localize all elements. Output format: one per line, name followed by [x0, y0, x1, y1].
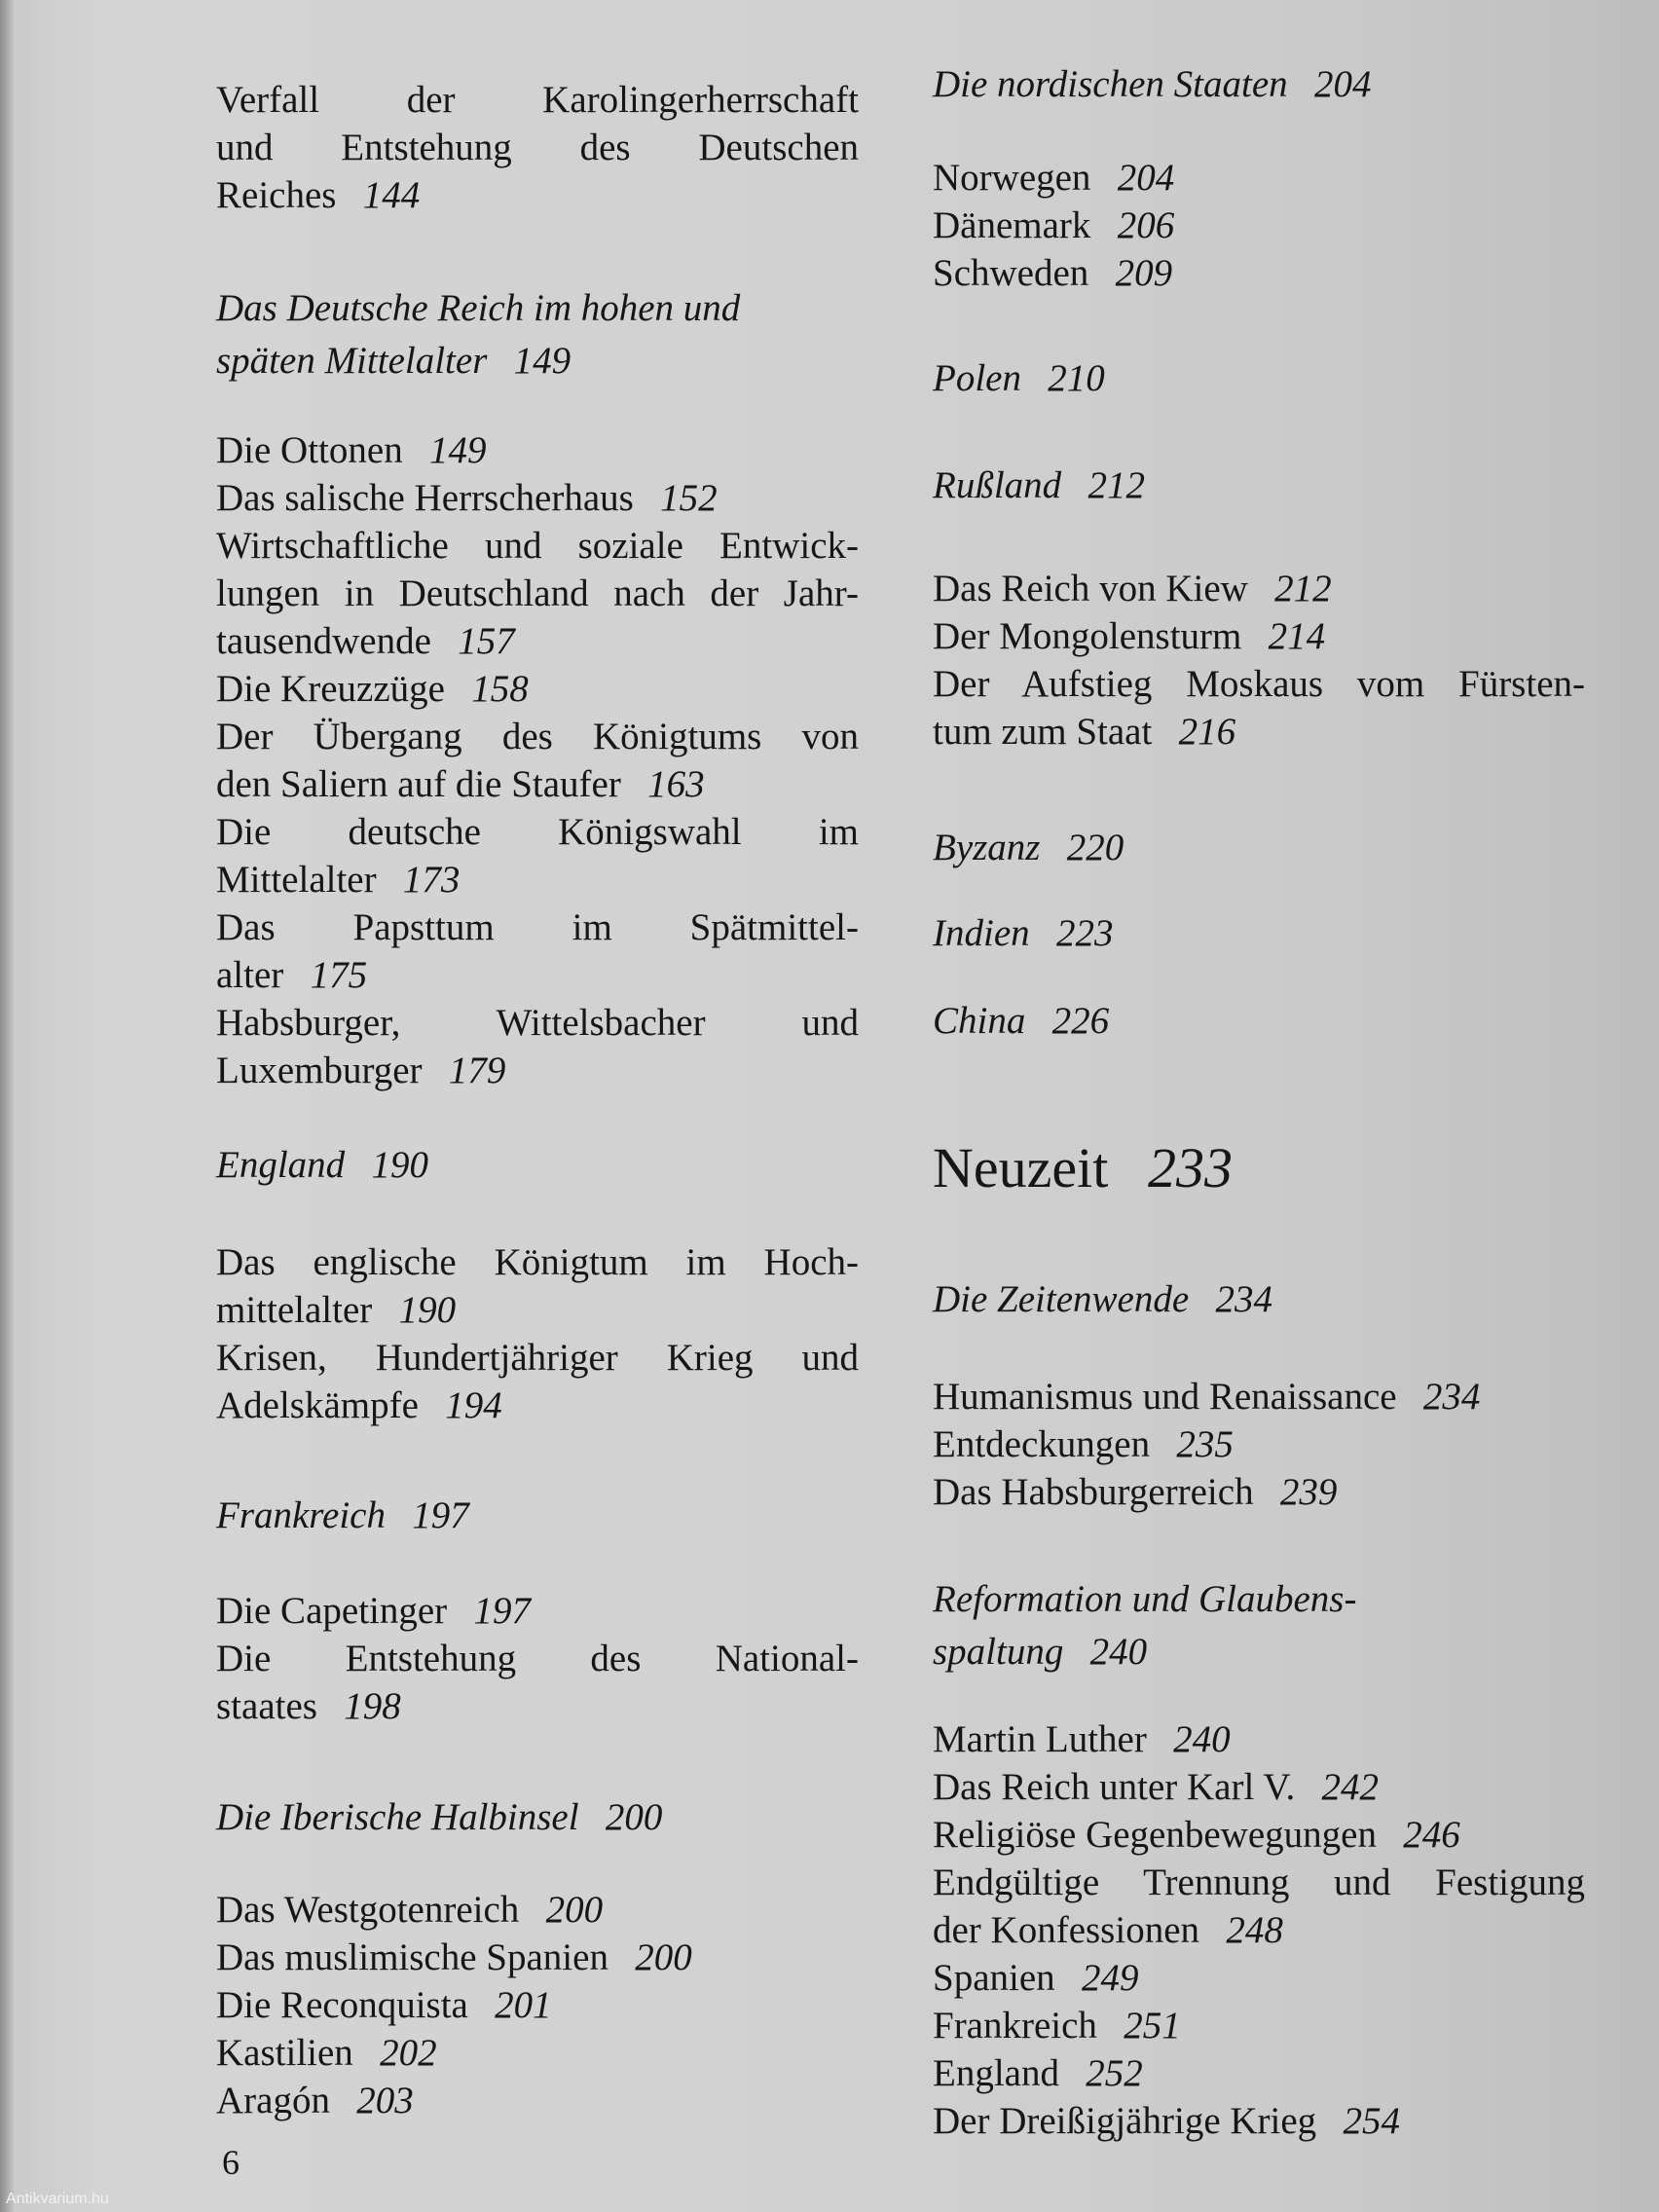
toc-entry-title: Das muslimische Spanien — [216, 1936, 608, 1978]
toc-entry-last-line — [933, 1626, 1585, 1678]
toc-entry-title: Kastilien — [216, 2032, 353, 2074]
toc-entry-line: Wirtschaftliche und soziale Entwick- — [216, 525, 859, 567]
toc-page-number: 212 — [1088, 464, 1145, 506]
toc-entry-title: Frankreich — [933, 2005, 1097, 2046]
toc-entry-last-line — [933, 1763, 1585, 1811]
toc-entry — [933, 1763, 1585, 1811]
toc-page-number: 251 — [1124, 2005, 1181, 2046]
toc-entry-last-line — [216, 335, 859, 387]
toc-page-number: 209 — [1115, 252, 1173, 294]
toc-entry — [216, 1635, 859, 1730]
toc-entry — [216, 76, 859, 219]
toc-entry — [216, 1981, 859, 2029]
toc-page-number: 214 — [1268, 615, 1326, 657]
toc-entry-title: Schweden — [933, 252, 1089, 294]
toc-page-number: 203 — [356, 2080, 414, 2121]
toc-entry-title: Entdeckungen — [933, 1423, 1151, 1465]
toc-entry — [216, 999, 859, 1094]
toc-section-heading — [933, 1273, 1585, 1326]
toc-entry-line: Krisen, Hundertjähriger Krieg und — [216, 1337, 859, 1379]
toc-entry-title: mittelalter — [216, 1289, 373, 1331]
toc-entry — [933, 1954, 1585, 2002]
toc-entry-line: Habsburger, Wittelsbacher und — [216, 1002, 859, 1044]
toc-entry-title: Aragón — [216, 2080, 330, 2121]
toc-entry — [216, 1238, 859, 1334]
toc-entry-title: spaltung — [933, 1631, 1064, 1673]
toc-section-heading — [933, 460, 1585, 512]
toc-entry — [933, 1420, 1585, 1468]
toc-entry-last-line — [216, 1139, 859, 1192]
toc-entry-title: alter — [216, 954, 284, 996]
toc-page-number: 194 — [445, 1384, 502, 1426]
toc-entry-last-line — [933, 352, 1585, 405]
toc-page-number: 220 — [1066, 827, 1124, 868]
toc-part-heading — [933, 1134, 1585, 1202]
toc-page-number: 163 — [647, 763, 705, 805]
toc-entry-title: China — [933, 1000, 1026, 1042]
toc-entry — [216, 426, 859, 474]
toc-entry — [216, 808, 859, 903]
toc-entry-last-line — [933, 565, 1585, 612]
toc-entry-last-line — [933, 1954, 1585, 2002]
toc-page-number: 200 — [605, 1796, 663, 1838]
toc-entry-title: Die nordischen Staaten — [933, 63, 1288, 105]
toc-entry-last-line — [216, 2029, 859, 2077]
toc-entry-title: Religiöse Gegenbewegungen — [933, 1814, 1377, 1856]
toc-entry-last-line — [216, 2077, 859, 2124]
toc-page-number: 233 — [1147, 1136, 1233, 1199]
toc-entry-last-line — [216, 1382, 859, 1429]
toc-entry — [933, 1859, 1585, 1954]
page-number: 6 — [222, 2143, 240, 2182]
toc-page-number: 234 — [1215, 1278, 1272, 1320]
toc-entry — [933, 1468, 1585, 1516]
toc-page-number: 173 — [402, 859, 461, 901]
toc-entry-title: Die Ottonen — [216, 429, 403, 471]
toc-entry-last-line — [216, 1934, 859, 1981]
toc-section-heading — [933, 995, 1585, 1048]
toc-section-heading — [933, 352, 1585, 405]
toc-entry-last-line — [933, 154, 1585, 202]
toc-page-number: 239 — [1279, 1471, 1338, 1513]
toc-section-heading — [216, 1791, 859, 1844]
toc-entry-line: Verfall der Karolingerherrschaft — [216, 79, 859, 121]
toc-page-number: 254 — [1343, 2100, 1400, 2142]
toc-entry-title: Martin Luther — [933, 1718, 1147, 1760]
toc-entry-last-line — [216, 1791, 859, 1844]
toc-entry-title: den Saliern auf die Staufer — [216, 763, 621, 805]
toc-page-number: 240 — [1089, 1631, 1148, 1673]
toc-page-number: 234 — [1422, 1376, 1481, 1418]
toc-page-number: 216 — [1178, 711, 1236, 753]
toc-entry — [216, 522, 859, 665]
toc-entry — [933, 2049, 1585, 2097]
toc-entry-last-line — [216, 951, 859, 999]
toc-page-number: 157 — [458, 620, 515, 662]
toc-entry-last-line — [933, 1273, 1585, 1326]
toc-entry-last-line — [933, 708, 1585, 756]
toc-page-number: 190 — [371, 1144, 428, 1186]
toc-entry — [933, 202, 1585, 249]
toc-page-number: 179 — [448, 1050, 506, 1091]
toc-entry-last-line — [216, 1981, 859, 2029]
toc-entry-title: Indien — [933, 912, 1030, 954]
toc-page-number: 223 — [1055, 912, 1114, 954]
toc-entry-title: Rußland — [933, 464, 1062, 506]
toc-entry — [933, 1811, 1585, 1859]
toc-entry-title: Die Iberische Halbinsel — [216, 1796, 579, 1838]
toc-page-number: 152 — [660, 477, 718, 519]
toc-entry — [216, 1886, 859, 1934]
toc-entry-last-line — [933, 2002, 1585, 2049]
toc-entry — [216, 665, 859, 713]
watermark-text: Antikvarium.hu — [6, 2191, 109, 2207]
toc-entry-last-line — [933, 1420, 1585, 1468]
toc-page-number: 240 — [1173, 1718, 1231, 1760]
toc-entry-last-line — [933, 2097, 1585, 2145]
toc-entry-last-line — [216, 474, 859, 522]
toc-page-number: 197 — [412, 1494, 469, 1536]
toc-entry-title: Reiches — [216, 174, 337, 216]
toc-entry-line: und Entstehung des Deutschen — [216, 127, 859, 168]
toc-entry-title: Die Zeitenwende — [933, 1278, 1190, 1320]
toc-entry-title: England — [216, 1144, 346, 1186]
toc-entry-title: Mittelalter — [216, 859, 377, 901]
toc-section-heading — [216, 282, 859, 387]
toc-page-number: 149 — [513, 340, 571, 382]
toc-page-number: 206 — [1117, 204, 1175, 246]
toc-entry-last-line — [216, 1490, 859, 1542]
toc-section-heading — [933, 1573, 1585, 1678]
toc-entry — [933, 1715, 1585, 1763]
toc-entry-last-line — [933, 612, 1585, 660]
toc-entry — [933, 1373, 1585, 1420]
toc-page-number: 144 — [362, 174, 421, 216]
toc-entry-last-line — [933, 907, 1585, 960]
toc-entry-title: Neuzeit — [933, 1136, 1109, 1199]
toc-entry-title: Dänemark — [933, 204, 1091, 246]
toc-entry-last-line — [933, 1468, 1585, 1516]
toc-section-heading — [933, 822, 1585, 874]
toc-entry — [933, 612, 1585, 660]
toc-entry-line: Die deutsche Königswahl im — [216, 811, 859, 853]
toc-entry-title: Norwegen — [933, 157, 1091, 199]
toc-entry-title: Die Capetinger — [216, 1590, 448, 1632]
toc-page-number: 252 — [1086, 2052, 1143, 2094]
toc-page-number: 201 — [495, 1984, 552, 2026]
toc-page-number: 249 — [1081, 1957, 1139, 1999]
toc-entry-last-line — [933, 1134, 1585, 1202]
toc-entry — [216, 713, 859, 808]
toc-entry-line: Die Entstehung des National- — [216, 1638, 859, 1679]
toc-entry-title: Die Kreuzzüge — [216, 668, 445, 710]
toc-entry-title: Spanien — [933, 1957, 1055, 1999]
toc-entry-line: Das englische Königtum im Hoch- — [216, 1241, 859, 1283]
toc-section-heading — [933, 58, 1585, 111]
toc-entry — [216, 2029, 859, 2077]
toc-page-number: 212 — [1274, 568, 1332, 609]
toc-entry-last-line — [216, 1682, 859, 1730]
toc-entry-title: Der Mongolensturm — [933, 615, 1242, 657]
toc-entry-last-line — [216, 665, 859, 713]
toc-entry — [933, 249, 1585, 297]
toc-page-number: 242 — [1321, 1766, 1380, 1808]
toc-entry-title: späten Mittelalter — [216, 340, 488, 382]
toc-entry-title: Adelskämpfe — [216, 1384, 419, 1426]
toc-right-column — [933, 0, 1585, 2212]
toc-entry-last-line — [933, 1373, 1585, 1420]
toc-entry-last-line — [216, 760, 859, 808]
toc-page-number: 149 — [429, 429, 487, 471]
toc-entry — [216, 903, 859, 999]
toc-entry-title: Das salische Herrscherhaus — [216, 477, 634, 519]
toc-entry-line: lungen in Deutschland nach der Jahr- — [216, 572, 859, 614]
toc-page-number: 248 — [1226, 1909, 1283, 1951]
toc-entry-title: Die Reconquista — [216, 1984, 468, 2026]
toc-entry-last-line — [216, 1286, 859, 1334]
toc-page-number: 204 — [1117, 157, 1175, 199]
toc-page-number: 235 — [1176, 1423, 1234, 1465]
toc-entry-title: Das Reich von Kiew — [933, 568, 1248, 609]
toc-entry-title: Das Reich unter Karl V. — [933, 1766, 1296, 1808]
toc-page-number: 204 — [1313, 63, 1372, 105]
toc-entry-last-line — [216, 171, 859, 219]
toc-entry — [933, 2002, 1585, 2049]
toc-section-heading — [216, 1139, 859, 1192]
toc-entry-last-line — [933, 58, 1585, 111]
toc-entry-title: tum zum Staat — [933, 711, 1153, 753]
toc-entry — [216, 2077, 859, 2124]
toc-entry-last-line — [933, 1811, 1585, 1859]
toc-entry-last-line — [933, 460, 1585, 512]
toc-entry — [216, 1934, 859, 1981]
toc-entry-last-line — [216, 1886, 859, 1934]
toc-entry-last-line — [933, 822, 1585, 874]
toc-entry-line: Endgültige Trennung und Festigung — [933, 1862, 1585, 1903]
toc-entry-title: England — [933, 2052, 1059, 2094]
toc-entry-last-line — [216, 617, 859, 665]
toc-page-number: 175 — [310, 954, 368, 996]
toc-entry-title: der Konfessionen — [933, 1909, 1200, 1951]
toc-entry — [216, 474, 859, 522]
toc-entry-title: staates — [216, 1685, 317, 1727]
toc-section-heading — [933, 907, 1585, 960]
toc-entry-line: Der Aufstieg Moskaus vom Fürsten- — [933, 663, 1585, 705]
toc-entry-last-line — [933, 1715, 1585, 1763]
toc-entry-title: Der Dreißigjährige Krieg — [933, 2100, 1317, 2142]
toc-entry-title: Das Habsburgerreich — [933, 1471, 1254, 1513]
toc-entry-last-line — [216, 1047, 859, 1094]
toc-entry — [933, 660, 1585, 756]
toc-page-number: 200 — [545, 1889, 604, 1931]
toc-entry-title: Das Westgotenreich — [216, 1889, 520, 1931]
toc-page-number: 246 — [1403, 1814, 1460, 1856]
toc-page-number: 200 — [635, 1936, 692, 1978]
toc-section-heading — [216, 1490, 859, 1542]
toc-entry-title: tausendwende — [216, 620, 431, 662]
toc-entry-line: Das Deutsche Reich im hohen und — [216, 287, 741, 329]
toc-entry-last-line — [216, 1587, 859, 1635]
toc-entry-line: Reformation und Glaubens- — [933, 1578, 1357, 1620]
book-spine-shadow — [0, 0, 14, 2212]
toc-page-number: 197 — [473, 1590, 531, 1632]
toc-entry-title: Byzanz — [933, 827, 1041, 868]
toc-page-number: 190 — [398, 1289, 457, 1331]
toc-page-number: 198 — [344, 1685, 401, 1727]
toc-entry-last-line — [933, 2049, 1585, 2097]
toc-entry-title: Humanismus und Renaissance — [933, 1376, 1397, 1418]
toc-entry — [933, 154, 1585, 202]
toc-page-number: 210 — [1048, 357, 1105, 399]
toc-entry — [933, 2097, 1585, 2145]
toc-entry — [216, 1587, 859, 1635]
toc-left-column — [216, 0, 859, 2212]
toc-entry-line: Der Übergang des Königtums von — [216, 716, 859, 757]
toc-entry-title: Frankreich — [216, 1494, 386, 1536]
toc-page-number: 202 — [380, 2032, 437, 2074]
toc-entry-last-line — [933, 202, 1585, 249]
toc-entry-last-line — [216, 426, 859, 474]
toc-entry-last-line — [933, 995, 1585, 1048]
toc-entry-line: Das Papsttum im Spätmittel- — [216, 906, 859, 948]
toc-entry-last-line — [216, 856, 859, 903]
toc-page-number: 226 — [1051, 1000, 1110, 1042]
toc-entry-last-line — [933, 249, 1585, 297]
toc-entry — [216, 1334, 859, 1429]
toc-entry-last-line — [933, 1906, 1585, 1954]
toc-entry-title: Polen — [933, 357, 1021, 399]
toc-entry-title: Luxemburger — [216, 1050, 423, 1091]
toc-entry — [933, 565, 1585, 612]
toc-page-number: 158 — [471, 668, 529, 710]
